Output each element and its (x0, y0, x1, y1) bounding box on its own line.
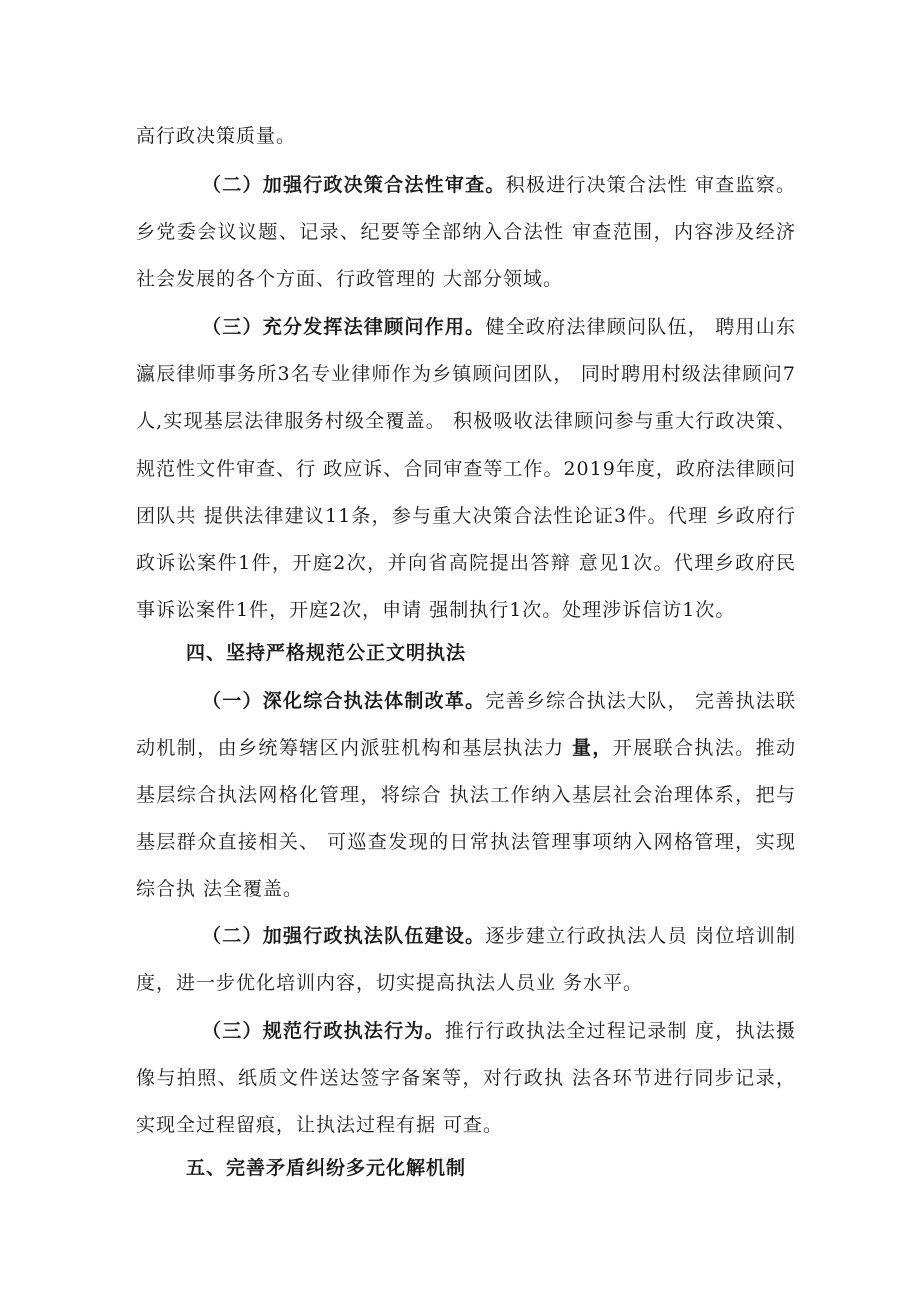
paragraph-text: 完善乡综合执法大队， 完善执法联 (485, 690, 796, 712)
paragraph-text: 动机制，由乡统筹辖区内派驻机构和基层执法力 (136, 737, 572, 759)
paragraph-line: 政诉讼案件1件，开庭2次，并向省高院提出答辩 意见1次。代理乡政府民 (136, 552, 796, 574)
paragraph-line: 规范性文件审查、行 政应诉、合同审查等工作。2019年度，政府法律顾问 (136, 458, 796, 480)
paragraph-text: 健全政府法律顾问队伍， 聘用山东 (485, 316, 796, 338)
paragraph-text: 积极进行决策合法性 审查监察。 (505, 174, 796, 196)
paragraph-line: 基层综合执法网格化管理，将综合 执法工作纳入基层社会治理体系，把与 (136, 784, 796, 806)
paragraph-line (136, 735, 796, 761)
paragraph-line (202, 314, 796, 340)
paragraph-line: 高行政决策质量。 (136, 125, 297, 147)
paragraph-text: 推行行政执法全过程记录制 度，执法摄 (444, 1020, 796, 1042)
emphasis-text: 量， (571, 737, 613, 759)
section-subheading: （二）加强行政执法队伍建设。 (202, 925, 486, 947)
paragraph-line: 瀛辰律师事务所3名专业律师作为乡镇顾问团队， 同时聘用村级法律顾问7 (136, 363, 796, 385)
paragraph-line: 事诉讼案件1件，开庭2次，申请 强制执行1次。处理涉诉信访1次。 (136, 599, 736, 621)
section-subheading: （一）深化综合执法体制改革。 (202, 690, 486, 712)
paragraph-line: 实现全过程留痕，让执法过程有据 可查。 (136, 1114, 504, 1136)
paragraph-line: 人,实现基层法律服务村级全覆盖。 积极吸收法律顾问参与重大行政决策、 (136, 410, 796, 432)
paragraph-line: 基层群众直接相关、 可巡查发现的日常执法管理事项纳入网格管理，实现 (136, 831, 796, 853)
paragraph-line: 社会发展的各个方面、行政管理的 大部分领域。 (136, 268, 564, 290)
paragraph-line (202, 172, 796, 198)
paragraph-line (202, 688, 796, 714)
paragraph-line (202, 1018, 796, 1044)
section-subheading: （三）充分发挥法律顾问作用。 (202, 316, 486, 338)
paragraph-text: 逐步建立行政执法人员 岗位培训制 (485, 925, 796, 947)
section-heading: 五、完善矛盾纠纷多元化解机制 (186, 1157, 467, 1179)
paragraph-line: 像与拍照、纸质文件送达签字备案等，对行政执 法各环节进行同步记录， (136, 1067, 796, 1089)
paragraph-line: 度，进一步优化培训内容，切实提高执法人员业 务水平。 (136, 972, 644, 994)
paragraph-line: 乡党委会议议题、记录、纪要等全部纳入合法性 审查范围，内容涉及经济 (136, 221, 796, 243)
paragraph-line (202, 923, 796, 949)
section-subheading: （二）加强行政决策合法性审查。 (202, 174, 506, 196)
paragraph-line: 团队共 提供法律建议11条，参与重大决策合法性论证3件。代理 乡政府行 (136, 505, 796, 527)
paragraph-line: 综合执 法全覆盖。 (136, 878, 304, 900)
paragraph-text: 开展联合执法。推动 (612, 737, 796, 759)
section-heading: 四、坚持严格规范公正文明执法 (186, 642, 467, 664)
section-subheading: （三）规范行政执法行为。 (202, 1020, 445, 1042)
